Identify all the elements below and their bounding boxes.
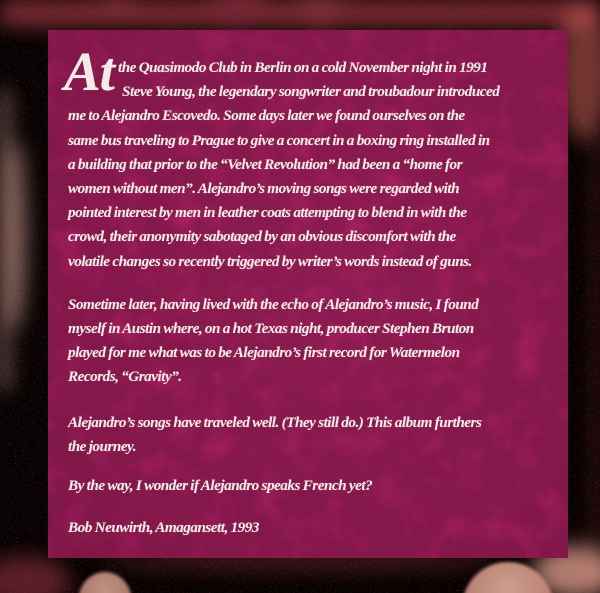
drop-cap: At <box>64 41 114 102</box>
signature-line <box>68 516 554 540</box>
text-line: the journey. <box>68 437 137 455</box>
text-line: women without men”. Alejandro’s moving songs were regarded with <box>68 180 460 198</box>
paragraph-berlin <box>68 56 554 274</box>
text-line: me to Alejandro Escovedo. Some days later we found ourselves on the <box>68 107 465 125</box>
text-line: a building that prior to the “Velvet Revolution” had been a “home for <box>68 155 463 173</box>
text-line: Sometime later, having lived with the echo of Alejandro’s music, I found <box>68 295 479 313</box>
paragraph-journey <box>68 411 554 459</box>
liner-notes-text <box>68 56 554 540</box>
text-line: Bob Neuwirth, Amagansett, 1993 <box>68 519 259 537</box>
text-line: Alejandro’s songs have traveled well. (They still do.) This album furthers <box>68 413 482 431</box>
paragraph-austin <box>68 293 554 390</box>
text-line: pointed interest by men in leather coats attempting to blend in with the <box>68 204 467 222</box>
text-line: same bus traveling to Prague to give a concert in a boxing ring installed in <box>68 131 490 149</box>
text-line: Records, “Gravity”. <box>68 368 182 386</box>
paragraph-french <box>68 474 554 498</box>
text-line: volatile changes so recently triggered by writer’s words instead of guns. <box>68 252 472 270</box>
text-line: By the way, I wonder if Alejandro speaks French yet? <box>68 477 373 495</box>
text-line: Steve Young, the legendary songwriter and troubadour introduced <box>122 83 500 101</box>
text-line: myself in Austin where, on a hot Texas night, producer Stephen Bruton <box>68 320 474 338</box>
text-line: crowd, their anonymity sabotaged by an obvious discomfort with the <box>68 228 456 246</box>
text-line: played for me what was to be Alejandro’s first record for Watermelon <box>68 344 460 362</box>
text-line: the Quasimodo Club in Berlin on a cold November night in 1991 <box>118 59 488 76</box>
